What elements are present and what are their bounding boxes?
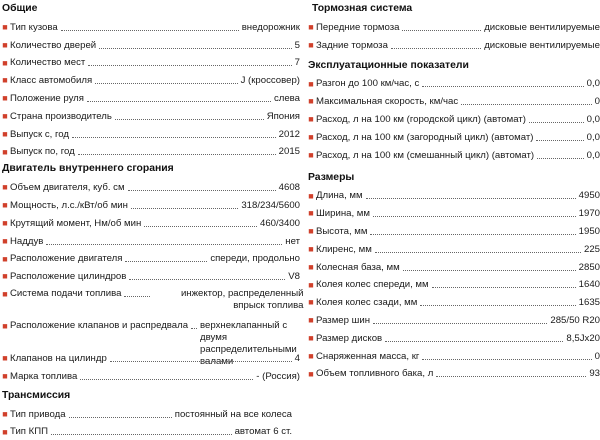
section-title-engine: Двигатель внутреннего сгорания [2, 163, 174, 175]
dot-leader [391, 48, 481, 49]
spec-value: 0 [594, 96, 600, 108]
spec-label: Класс автомобиля [10, 75, 93, 87]
spec-row [306, 258, 600, 276]
spec-row [306, 187, 600, 205]
spec-label: Крутящий момент, Нм/об мин [10, 217, 142, 229]
square-bullet-icon: ■ [2, 128, 8, 139]
square-bullet-icon: ■ [308, 78, 314, 89]
spec-label: Длина, мм [316, 190, 363, 202]
square-bullet-icon: ■ [308, 297, 314, 308]
square-bullet-icon: ■ [308, 149, 314, 160]
dot-leader [529, 122, 584, 123]
dot-leader [366, 198, 576, 199]
dot-leader [536, 140, 583, 141]
spec-row [0, 367, 300, 385]
spec-row [0, 267, 300, 285]
square-bullet-icon: ■ [2, 93, 8, 104]
spec-row [306, 75, 600, 93]
square-bullet-icon: ■ [2, 217, 8, 228]
spec-label: Наддув [10, 235, 44, 247]
spec-value: спереди, продольно [210, 253, 300, 265]
spec-value: верхнеклапанный с двумя распределительными валами [200, 320, 297, 368]
section-title-performance: Эксплуатационные показатели [308, 59, 469, 71]
spec-row [306, 110, 600, 128]
dot-leader [373, 323, 547, 324]
spec-label: Количество мест [10, 57, 86, 69]
dot-leader [72, 137, 276, 138]
spec-row [306, 222, 600, 240]
spec-value: 7 [294, 57, 300, 69]
spec-value: 460/3400 [259, 217, 300, 229]
spec-row [0, 71, 300, 89]
spec-label: Мощность, л.с./кВт/об мин [10, 199, 128, 211]
spec-label: Размер дисков [316, 332, 383, 344]
spec-label: Колесная база, мм [316, 261, 400, 273]
square-bullet-icon: ■ [2, 57, 8, 68]
square-bullet-icon: ■ [308, 315, 314, 326]
spec-label: Тип привода [10, 408, 66, 420]
spec-value: внедорожник [241, 21, 300, 33]
spec-value: - (Россия) [256, 370, 300, 382]
spec-value: 225 [583, 243, 600, 255]
square-bullet-icon: ■ [2, 353, 8, 364]
dot-leader [87, 101, 271, 102]
square-bullet-icon: ■ [2, 253, 8, 264]
spec-row [0, 36, 300, 54]
spec-row [0, 178, 300, 196]
spec-label: Расход, л на 100 км (загородный цикл) (автомат) [316, 131, 534, 143]
spec-value: 2012 [278, 128, 300, 140]
square-bullet-icon: ■ [308, 96, 314, 107]
square-bullet-icon: ■ [2, 146, 8, 157]
dot-leader [128, 190, 276, 191]
spec-row [306, 240, 600, 258]
spec-value: 0,0 [586, 113, 600, 125]
spec-row [0, 285, 304, 317]
dot-leader [129, 279, 285, 280]
spec-row [306, 293, 600, 311]
spec-row [306, 365, 600, 383]
spec-label: Клиренс, мм [316, 243, 372, 255]
spec-row [0, 214, 300, 232]
square-bullet-icon: ■ [308, 131, 314, 142]
spec-row [0, 125, 300, 143]
dot-leader [78, 154, 276, 155]
spec-value: 1640 [578, 279, 600, 291]
spec-row [306, 36, 600, 54]
dot-leader [537, 158, 584, 159]
square-bullet-icon: ■ [2, 321, 8, 332]
spec-row [0, 89, 300, 107]
spec-value: 2850 [578, 261, 600, 273]
spec-value: автомат 6 ст. [234, 426, 292, 438]
section-title-brakes: Тормозная система [312, 3, 413, 14]
spec-value: нет [285, 235, 300, 247]
square-bullet-icon: ■ [2, 110, 8, 121]
dot-leader [385, 341, 563, 342]
square-bullet-icon: ■ [2, 200, 8, 211]
spec-row [0, 196, 300, 214]
spec-label: Количество дверей [10, 39, 97, 51]
dot-leader [402, 30, 481, 31]
spec-value: J (кроссовер) [240, 75, 300, 87]
dot-leader [46, 244, 282, 245]
spec-label: Выпуск по, год [10, 146, 75, 158]
section-title-general: Общие [2, 3, 38, 14]
dot-leader [191, 328, 197, 329]
square-bullet-icon: ■ [2, 22, 8, 32]
spec-label: Положение руля [10, 92, 84, 104]
spec-value: 1635 [578, 297, 600, 309]
spec-value: 4950 [578, 190, 600, 202]
spec-row [0, 232, 300, 250]
square-bullet-icon: ■ [308, 368, 314, 379]
spec-label: Расположение клапанов и распредвала [10, 320, 189, 332]
spec-label: Расположение двигателя [10, 253, 123, 265]
spec-label: Ширина, мм [316, 208, 371, 220]
spec-label: Выпуск с, год [10, 128, 69, 140]
section-title-dimensions: Размеры [308, 171, 355, 183]
dot-leader [99, 48, 292, 49]
spec-value: 5 [294, 39, 300, 51]
spec-value: 0,0 [586, 78, 600, 90]
section-title-transmission: Трансмиссия [2, 389, 71, 401]
spec-row [306, 347, 600, 365]
spec-value: 4 [294, 352, 300, 364]
spec-value: 8,5Jx20 [566, 332, 600, 344]
dot-leader [422, 86, 583, 87]
spec-label: Объем топливного бака, л [316, 368, 434, 380]
dot-leader [115, 119, 264, 120]
spec-label: Система подачи топлива [10, 288, 122, 300]
dot-leader [144, 226, 257, 227]
spec-value: 1950 [578, 225, 600, 237]
spec-value: 0,0 [586, 149, 600, 161]
square-bullet-icon: ■ [308, 208, 314, 219]
spec-label: Расход, л на 100 км (смешанный цикл) (автомат) [316, 149, 535, 161]
dot-leader [88, 65, 291, 66]
spec-value: инжектор, распределенный впрыск топлива [180, 288, 304, 312]
square-bullet-icon: ■ [2, 39, 8, 50]
square-bullet-icon: ■ [2, 289, 8, 300]
square-bullet-icon: ■ [308, 332, 314, 343]
dot-leader [375, 252, 581, 253]
dot-leader [80, 379, 253, 380]
dot-leader [436, 376, 586, 377]
spec-value: 4608 [278, 182, 300, 194]
spec-label: Марка топлива [10, 370, 78, 382]
spec-label: Снаряженная масса, кг [316, 350, 420, 362]
spec-label: Максимальная скорость, км/час [316, 96, 459, 108]
spec-label: Объем двигателя, куб. см [10, 182, 125, 194]
spec-row [306, 276, 600, 294]
spec-label: Колея колес спереди, мм [316, 279, 429, 291]
square-bullet-icon: ■ [308, 243, 314, 254]
spec-label: Колея колес сзади, мм [316, 297, 418, 309]
square-bullet-icon: ■ [2, 370, 8, 381]
spec-label: Расход, л на 100 км (городской цикл) (автомат) [316, 113, 526, 125]
spec-row [0, 143, 300, 161]
square-bullet-icon: ■ [2, 182, 8, 193]
spec-value: дисковые вентилируемые [484, 21, 600, 33]
square-bullet-icon: ■ [2, 271, 8, 282]
dot-leader [95, 83, 237, 84]
spec-label: Страна производитель [10, 110, 112, 122]
dot-leader [461, 104, 592, 105]
spec-value: 1970 [578, 208, 600, 220]
spec-label: Передние тормоза [316, 21, 400, 33]
dot-leader [370, 234, 575, 235]
spec-value: дисковые вентилируемые [484, 39, 600, 51]
dot-leader [403, 270, 576, 271]
spec-value: постоянный на все колеса [174, 408, 292, 420]
right-column [306, 0, 600, 382]
spec-row [306, 92, 600, 110]
dot-leader [61, 30, 239, 31]
spec-label: Размер шин [316, 314, 370, 326]
spec-value: 0,0 [586, 131, 600, 143]
dot-leader [110, 361, 292, 362]
spec-value: 285/50 R20 [550, 314, 600, 326]
spec-row [306, 311, 600, 329]
spec-value: Япония [266, 110, 300, 122]
square-bullet-icon: ■ [308, 114, 314, 125]
spec-row [0, 349, 300, 367]
dot-leader [124, 296, 150, 297]
spec-label: Тип кузова [10, 21, 58, 33]
spec-value: слева [273, 92, 300, 104]
square-bullet-icon: ■ [308, 279, 314, 290]
square-bullet-icon: ■ [2, 235, 8, 246]
square-bullet-icon: ■ [2, 75, 8, 86]
spec-row [0, 18, 300, 36]
dot-leader [373, 216, 576, 217]
square-bullet-icon: ■ [308, 261, 314, 272]
spec-label: Высота, мм [316, 225, 368, 237]
square-bullet-icon: ■ [308, 226, 314, 237]
spec-value: V8 [288, 271, 300, 283]
spec-row [0, 423, 300, 440]
spec-value: 2015 [278, 146, 300, 158]
dot-leader [125, 261, 207, 262]
dot-leader [422, 359, 591, 360]
spec-row [0, 250, 300, 268]
square-bullet-icon: ■ [308, 39, 314, 50]
spec-value: 93 [589, 368, 600, 380]
dot-leader [131, 208, 238, 209]
spec-row [306, 18, 600, 36]
spec-row [306, 146, 600, 164]
spec-label: Разгон до 100 км/час, с [316, 78, 420, 90]
square-bullet-icon: ■ [308, 190, 314, 201]
dot-leader [69, 417, 172, 418]
spec-row [0, 107, 300, 125]
spec-label: Расположение цилиндров [10, 271, 127, 283]
spec-row [306, 128, 600, 146]
spec-label: Тип КПП [10, 426, 49, 438]
square-bullet-icon: ■ [2, 426, 8, 437]
dot-leader [420, 305, 575, 306]
spec-row [306, 204, 600, 222]
spec-row [0, 405, 300, 423]
spec-label: Задние тормоза [316, 39, 388, 51]
spec-row [0, 54, 300, 72]
spec-value: 318/234/5600 [241, 199, 300, 211]
spec-row [306, 329, 600, 347]
square-bullet-icon: ■ [308, 350, 314, 361]
square-bullet-icon: ■ [308, 22, 314, 32]
dot-leader [432, 287, 576, 288]
spec-value: 0 [594, 350, 600, 362]
square-bullet-icon: ■ [2, 408, 8, 419]
spec-label: Клапанов на цилиндр [10, 352, 107, 364]
